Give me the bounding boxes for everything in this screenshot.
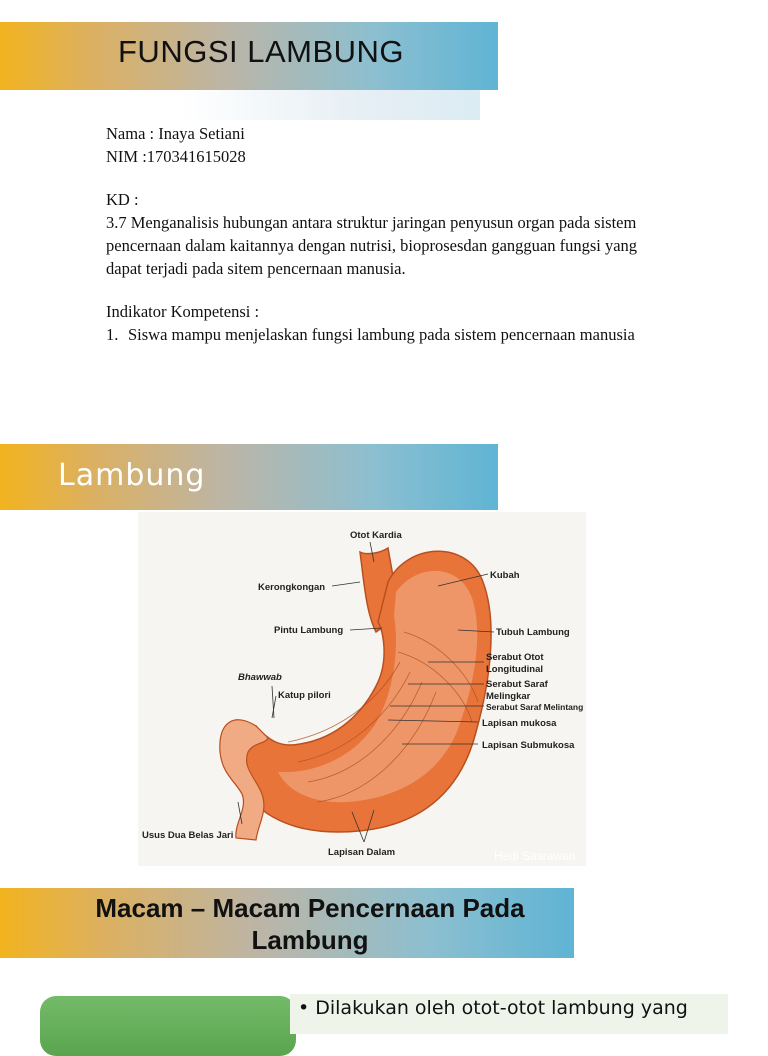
label-serabut-otot-2: Longitudinal [486,664,543,675]
lambung-title: Lambung [58,458,206,493]
label-otot-kardia: Otot Kardia [350,530,402,541]
label-kubah: Kubah [490,570,520,581]
indikator-item [106,323,666,346]
page-title: FUNGSI LAMBUNG [118,34,405,69]
student-name: Nama : Inaya Setiani [106,124,245,143]
watermark: Hedi Sasrawan [494,849,576,863]
label-bhawwab: Bhawwab [238,672,282,683]
bullet-text: • Dilakukan oleh otot-otot lambung yang [298,997,688,1019]
label-serabut-saraf-melintang: Serabut Saraf Melintang [486,702,584,712]
label-usus: Usus Dua Belas Jari [142,830,234,841]
label-serabut-saraf-2: Melingkar [486,691,531,702]
label-lapisan-dalam: Lapisan Dalam [328,847,396,858]
label-katup-pilori: Katup pilori [278,690,331,701]
stomach-svg [138,512,586,866]
info-block [106,122,666,346]
banner-shadow [180,90,480,120]
green-label-box [40,996,296,1056]
stomach-diagram [138,512,586,866]
student-nim: NIM :170341615028 [106,147,246,166]
macam-title: Macam – Macam Pencernaan Pada Lambung [95,893,525,955]
label-serabut-otot-1: Serabut Otot [486,652,544,663]
kd-text: 3.7 Menganalisis hubungan antara struktur jaringan penyusun organ pada sistem pencernaan dalam kaitannya dengan nutrisi, bioprosesdan gangguan fungsi yang dapat terjadi pada sitem pencernaan manusia. [106,213,638,278]
label-serabut-saraf-1: Serabut Saraf [486,679,548,690]
label-pintu-lambung: Pintu Lambung [274,625,344,636]
indikator-label: Indikator Kompetensi : [106,302,260,321]
label-lapisan-mukosa: Lapisan mukosa [482,718,557,729]
indikator-text: Siswa mampu menjelaskan fungsi lambung pada sistem pencernaan manusia [128,325,635,344]
label-lapisan-submukosa: Lapisan Submukosa [482,740,575,751]
label-tubuh-lambung: Tubuh Lambung [496,627,570,638]
kd-label: KD : [106,190,139,209]
indikator-number: 1. [106,325,119,344]
label-kerongkongan: Kerongkongan [258,582,326,593]
